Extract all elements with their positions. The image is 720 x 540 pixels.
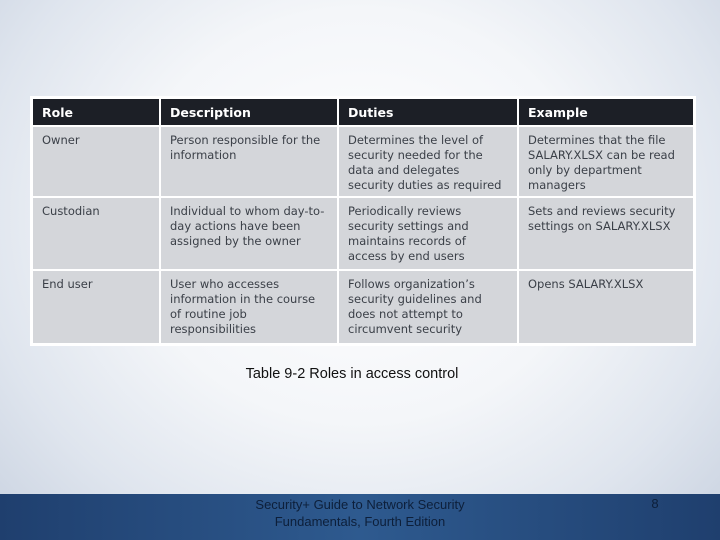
cell-example: Determines that the file SALARY.XLSX can be read only by department managers (519, 127, 693, 196)
header-example: Example (519, 99, 693, 125)
cell-duties: Determines the level of security needed for the data and delegates security duties as required (339, 127, 517, 196)
cell-duties: Follows organization’s security guidelines and does not attempt to circumvent security (339, 271, 517, 343)
table-caption: Table 9-2 Roles in access control (245, 366, 459, 382)
page-number: 8 (651, 496, 659, 511)
footer-book-title: Security+ Guide to Network Security Fundamentals, Fourth Edition (255, 497, 465, 529)
table-row (33, 198, 693, 268)
cell-example: Opens SALARY.XLSX (519, 271, 693, 343)
roles-table (31, 97, 695, 345)
header-role: Role (33, 99, 159, 125)
cell-role: End user (33, 271, 159, 343)
table-row (33, 271, 693, 343)
cell-role: Custodian (33, 198, 159, 268)
cell-description: Person responsible for the information (161, 127, 337, 196)
roles-table-frame (30, 96, 696, 346)
cell-role: Owner (33, 127, 159, 196)
cell-description: User who accesses information in the course of routine job responsibilities (161, 271, 337, 343)
cell-duties: Periodically reviews security settings and maintains records of access by end users (339, 198, 517, 268)
cell-example: Sets and reviews security settings on SALARY.XLSX (519, 198, 693, 268)
header-description: Description (161, 99, 337, 125)
cell-description: Individual to whom day-to-day actions have been assigned by the owner (161, 198, 337, 268)
table-row (33, 127, 693, 196)
table-header-row (33, 99, 693, 125)
header-duties: Duties (339, 99, 517, 125)
footer-bar (0, 494, 720, 540)
